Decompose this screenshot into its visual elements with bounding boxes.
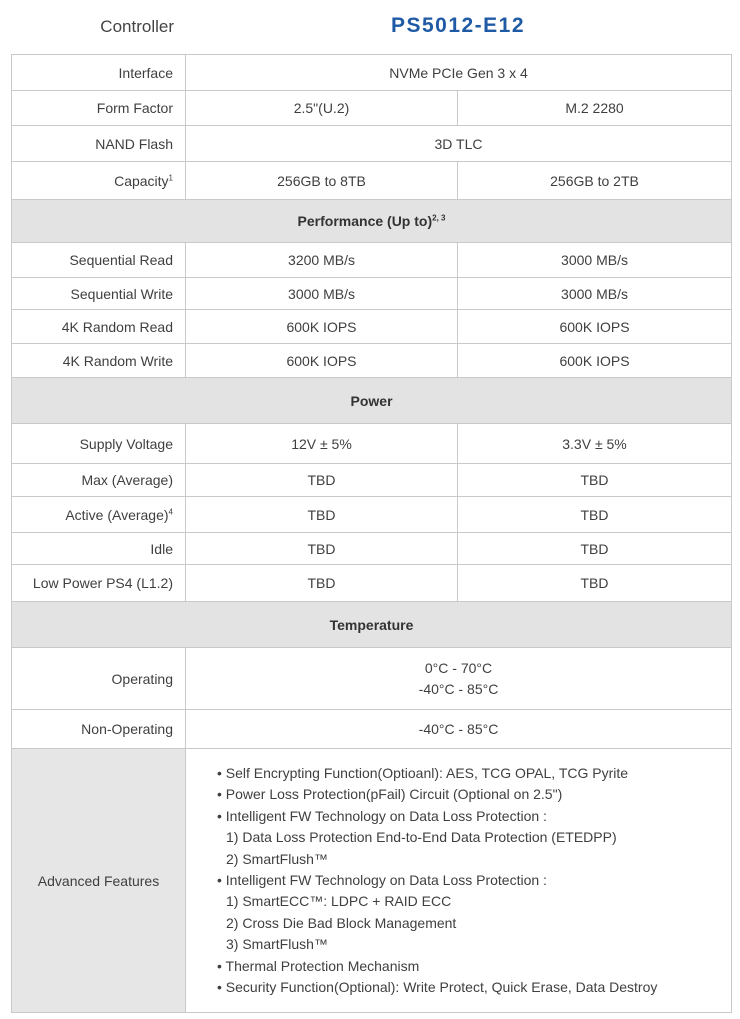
table-row [12, 344, 732, 378]
perf-col2: 3000 MB/s [458, 243, 732, 278]
capacity-col2: 256GB to 2TB [458, 162, 732, 200]
section-row [12, 602, 732, 648]
performance-section [12, 200, 732, 243]
section-row [12, 378, 732, 424]
table-row [12, 464, 732, 497]
perf-label: Sequential Read [12, 243, 186, 278]
feature-item: • Intelligent FW Technology on Data Loss Protection : [217, 872, 547, 889]
perf-col1: 600K IOPS [186, 344, 458, 378]
nand-value: 3D TLC [186, 126, 732, 162]
perf-col1: 3000 MB/s [186, 278, 458, 310]
perf-col1: 600K IOPS [186, 310, 458, 344]
table-row [12, 648, 732, 710]
max-average-col1: TBD [186, 464, 458, 497]
advanced-features-label: Advanced Features [12, 749, 186, 1013]
max-average-col2: TBD [458, 464, 732, 497]
table-row [12, 310, 732, 344]
spec-table [11, 54, 732, 1013]
supply-voltage-col2: 3.3V ± 5% [458, 424, 732, 464]
active-average-label [12, 497, 186, 533]
table-row [12, 55, 732, 91]
feature-subitem: 1) Data Loss Protection End-to-End Data Protection (ETEDPP) [226, 829, 617, 846]
capacity-label [12, 162, 186, 200]
feature-subitem: 2) SmartFlush™ [226, 850, 328, 867]
perf-col1: 3200 MB/s [186, 243, 458, 278]
header [0, 0, 740, 54]
non-operating-label: Non-Operating [12, 710, 186, 749]
perf-col2: 600K IOPS [458, 344, 732, 378]
controller-label: Controller [100, 17, 174, 36]
feature-item: • Power Loss Protection(pFail) Circuit (Optional on 2.5") [217, 786, 563, 803]
table-row [12, 749, 732, 1013]
footnote-marker: 2, 3 [432, 213, 446, 223]
table-row [12, 424, 732, 464]
feature-item: • Security Function(Optional): Write Protect, Quick Erase, Data Destroy [217, 979, 658, 996]
footnote-marker: 4 [168, 506, 173, 516]
feature-item: • Self Encrypting Function(Optioanl): AES, TCG OPAL, TCG Pyrite [217, 765, 629, 781]
feature-item: • Intelligent FW Technology on Data Loss Protection : [217, 807, 547, 824]
power-section: Power [12, 378, 732, 424]
advanced-features-list [186, 749, 732, 1013]
max-average-label: Max (Average) [12, 464, 186, 497]
form-factor-label: Form Factor [12, 91, 186, 126]
table-row [12, 533, 732, 565]
idle-col2: TBD [458, 533, 732, 565]
controller-title: PS5012-E12 [390, 14, 526, 37]
interface-label: Interface [12, 55, 186, 91]
temperature-section: Temperature [12, 602, 732, 648]
low-power-col1: TBD [186, 565, 458, 602]
supply-voltage-col1: 12V ± 5% [186, 424, 458, 464]
idle-col1: TBD [186, 533, 458, 565]
table-row [12, 710, 732, 749]
table-row [12, 162, 732, 200]
perf-col2: 3000 MB/s [458, 278, 732, 310]
active-average-col2: TBD [458, 497, 732, 533]
supply-voltage-label: Supply Voltage [12, 424, 186, 464]
nand-label: NAND Flash [12, 126, 186, 162]
interface-value: NVMe PCIe Gen 3 x 4 [186, 55, 732, 91]
capacity-col1: 256GB to 8TB [186, 162, 458, 200]
form-factor-col2: M.2 2280 [458, 91, 732, 126]
table-row [12, 565, 732, 602]
table-row [12, 278, 732, 310]
operating-line-1: 0°C - 70°C [424, 659, 493, 676]
capacity-label-text: Capacity [114, 172, 169, 189]
perf-label: 4K Random Read [12, 310, 186, 344]
table-row [12, 91, 732, 126]
feature-subitem: 1) SmartECC™: LDPC + RAID ECC [226, 893, 452, 910]
active-average-col1: TBD [186, 497, 458, 533]
low-power-col2: TBD [458, 565, 732, 602]
perf-label: 4K Random Write [12, 344, 186, 378]
form-factor-col1: 2.5"(U.2) [186, 91, 458, 126]
perf-label: Sequential Write [12, 278, 186, 310]
table-row [12, 126, 732, 162]
table-row [12, 243, 732, 278]
feature-subitem: 2) Cross Die Bad Block Management [226, 914, 457, 931]
active-average-label-text: Active (Average) [65, 506, 169, 523]
operating-line-2: -40°C - 85°C [418, 680, 499, 697]
feature-subitem: 3) SmartFlush™ [226, 936, 328, 953]
operating-label: Operating [12, 648, 186, 710]
performance-title: Performance (Up to) [297, 213, 433, 229]
operating-value [186, 648, 732, 710]
non-operating-value: -40°C - 85°C [186, 710, 732, 749]
footnote-marker: 1 [168, 172, 173, 182]
perf-col2: 600K IOPS [458, 310, 732, 344]
feature-item: • Thermal Protection Mechanism [217, 957, 420, 974]
low-power-label: Low Power PS4 (L1.2) [12, 565, 186, 602]
section-row [12, 200, 732, 243]
table-row [12, 497, 732, 533]
idle-label: Idle [12, 533, 186, 565]
